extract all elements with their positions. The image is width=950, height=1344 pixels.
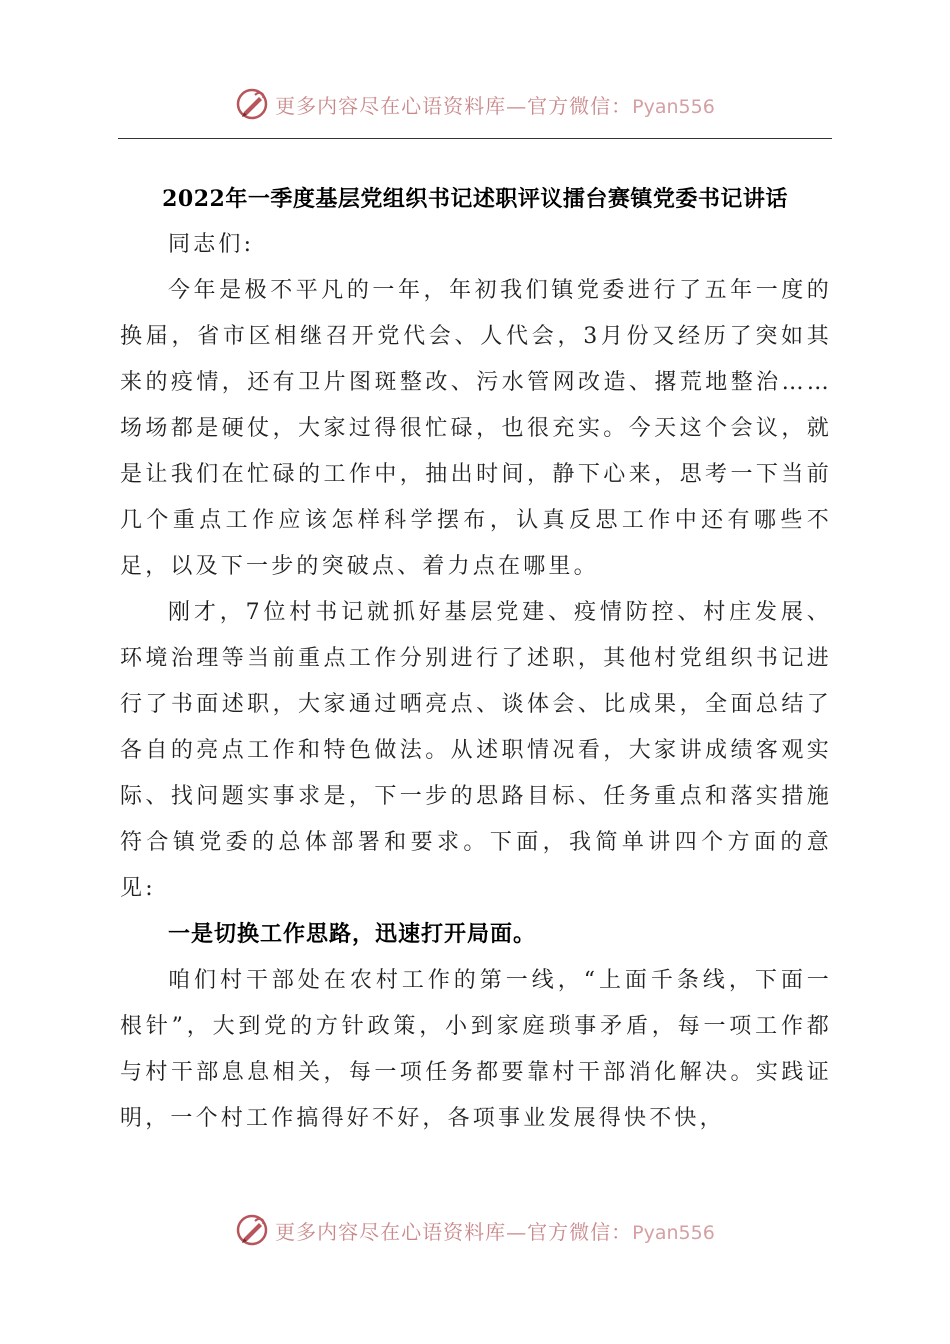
section-paragraph: 咱们村干部处在农村工作的第一线，“上面千条线，下面一根针”，大到党的方针政策，小到家庭琐事矛盾，每一项工作都与村干部息息相关，每一项任务都要靠村干部消化解决。实践证明，一个村工作搞得好不好，各项事业发展得快不快， — [120, 968, 832, 1131]
document-body — [120, 222, 832, 1142]
wechat-id: Pyan556 — [632, 1221, 715, 1244]
header-divider — [118, 138, 832, 139]
header-watermark — [0, 84, 950, 124]
greeting: 同志们: — [168, 232, 255, 257]
section-heading: 一是切换工作思路，迅速打开局面。 — [168, 922, 537, 947]
document-title: 2022年一季度基层党组织书记述职评议擂台赛镇党委书记讲话 — [162, 186, 788, 212]
footer-watermark — [0, 1210, 950, 1250]
pen-logo-icon — [235, 1213, 269, 1247]
wechat-id: Pyan556 — [632, 95, 715, 118]
watermark-text: 更多内容尽在心语资料库—官方微信：Pyan556 — [275, 93, 715, 118]
pen-logo-icon — [235, 87, 269, 121]
paragraph-1: 今年是极不平凡的一年，年初我们镇党委进行了五年一度的换届，省市区相继召开党代会、人代会，3月份又经历了突如其来的疫情，还有卫片图斑整改、污水管网改造、撂荒地整治……场场都是硬仗，大家过得很忙碌，也很充实。今天这个会议，就是让我们在忙碌的工作中，抽出时间，静下心来，思考一下当前几个重点工作应该怎样科学摆布，认真反思工作中还有哪些不足，以及下一步的突破点、着力点在哪里。 — [120, 278, 832, 579]
watermark-text: 更多内容尽在心语资料库—官方微信：Pyan556 — [275, 1219, 715, 1244]
paragraph-2: 刚才，7位村书记就抓好基层党建、疫情防控、村庄发展、环境治理等当前重点工作分别进行了述职，其他村党组织书记进行了书面述职，大家通过晒亮点、谈体会、比成果，全面总结了各自的亮点工作和特色做法。从述职情况看，大家讲成绩客观实际、找问题实事求是，下一步的思路目标、任务重点和落实措施符合镇党委的总体部署和要求。下面，我简单讲四个方面的意见: — [120, 600, 832, 901]
